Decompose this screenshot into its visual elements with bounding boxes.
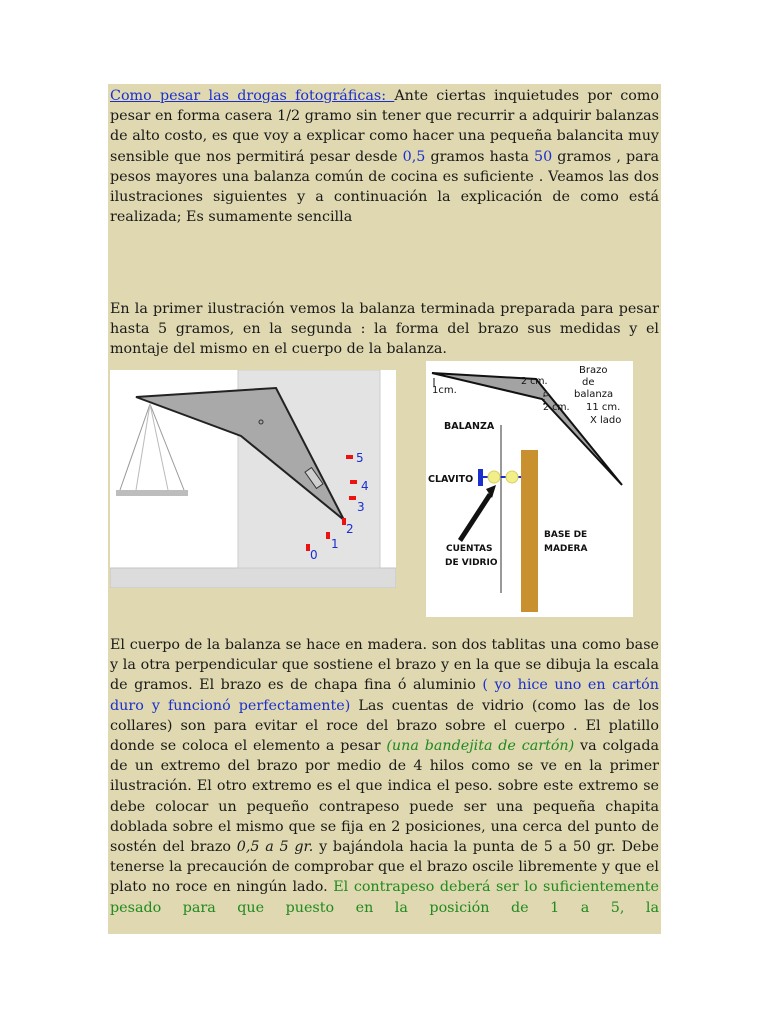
- min-grams: 0,5: [402, 148, 426, 165]
- clavito-label: CLAVITO: [428, 474, 474, 485]
- construction-text-2: Las cuentas de vidrio (como las de los collares) son para evitar el roce del brazo sobre el cuerpo . El platillo donde se coloca el elemento a pesar: [110, 697, 659, 755]
- scale-label-5: 5: [356, 451, 364, 465]
- cuentas-label-2: DE VIDRIO: [445, 558, 498, 568]
- range-note: 0,5 a 5 gr.: [236, 839, 314, 856]
- scale-label-3: 3: [357, 500, 365, 514]
- brazo-label-1: Brazo: [579, 365, 608, 376]
- arm-diagram: [426, 361, 633, 617]
- balance-illustration: [110, 370, 396, 588]
- brazo-label-2: de: [582, 377, 595, 388]
- intro-text-3: gramos , para pesos mayores una balanza común de cocina es suficiente . Veamos las dos ilustraciones siguientes y a continuación la explicación de como está realizada; Es sumamente sencilla: [110, 148, 660, 226]
- counterweight-note: El contrapeso deberá ser lo suficientemente pesado para que puesto en la posición de 1 a 5, la: [110, 879, 660, 916]
- scale-label-0: 0: [310, 548, 318, 562]
- base-label-2: MADERA: [544, 544, 588, 554]
- paragraph-illustrations: En la primer ilustración vemos la balanza terminada preparada para pesar hasta 5 gramos, en la segunda : la forma del brazo sus medidas y el montaje del mismo en el cuerpo de la balanza.: [110, 301, 659, 358]
- scale-label-4: 4: [361, 479, 369, 493]
- dim-top-label: 2 cm.: [521, 376, 548, 387]
- dim-side-label: 2 cm.: [543, 402, 570, 413]
- brazo-label-5: X lado: [590, 415, 622, 426]
- construction-text-4: y bajándola hacia la punta de 5 a 50 gr. Debe tenerse la precaución de comprobar que el brazo oscile libremente y que el plato no roce en ningún lado.: [110, 839, 660, 896]
- scale-label-1: 1: [331, 537, 339, 551]
- paragraph-construction: [110, 635, 659, 918]
- dim-1cm-label: 1cm.: [432, 385, 457, 396]
- brazo-label-3: balanza: [574, 389, 614, 400]
- paragraph-intro: [110, 86, 659, 227]
- max-grams: 50: [533, 148, 553, 165]
- cardboard-note: ( yo hice uno en cartón duro y funcionó perfectamente): [110, 677, 659, 714]
- figure-balance-finished: [110, 370, 396, 588]
- construction-text-3: va colgada de un extremo del brazo por medio de 4 hilos como se ve en la primer ilustración. El otro extremo es el que indica el peso. sobre este extremo se debe colocar un pequeño contrapeso puede ser una pequeña chapita doblada sobre el mismo que se fija en 2 posiciones, una cerca del punto de sostén del brazo: [110, 738, 659, 856]
- figure-arm-mounting: [426, 361, 633, 617]
- balanza-label: BALANZA: [444, 421, 495, 432]
- scale-label-2: 2: [346, 522, 354, 536]
- cuentas-label-1: CUENTAS: [446, 544, 493, 554]
- title-link[interactable]: Como pesar las drogas fotográficas:: [110, 88, 395, 104]
- intro-text-1: Ante ciertas inquietudes por como pesar en forma casera 1/2 gramo sin tener que recurrir a adquirir balanzas de alto costo, es que voy a explicar como hacer una pequeña balancita muy sensible que nos permitirá pesar desde: [110, 88, 659, 165]
- tray-note: (una bandejita de cartón): [386, 738, 575, 755]
- base-label-1: BASE DE: [544, 530, 588, 540]
- construction-text-1: El cuerpo de la balanza se hace en madera. son dos tablitas una como base y la otra perpendicular que sostiene el brazo y en la que se dibuja la escala de gramos. El brazo es de chapa fina ó aluminio: [110, 637, 659, 694]
- intro-text-2: gramos hasta: [425, 148, 534, 165]
- brazo-label-4: 11 cm.: [586, 402, 621, 413]
